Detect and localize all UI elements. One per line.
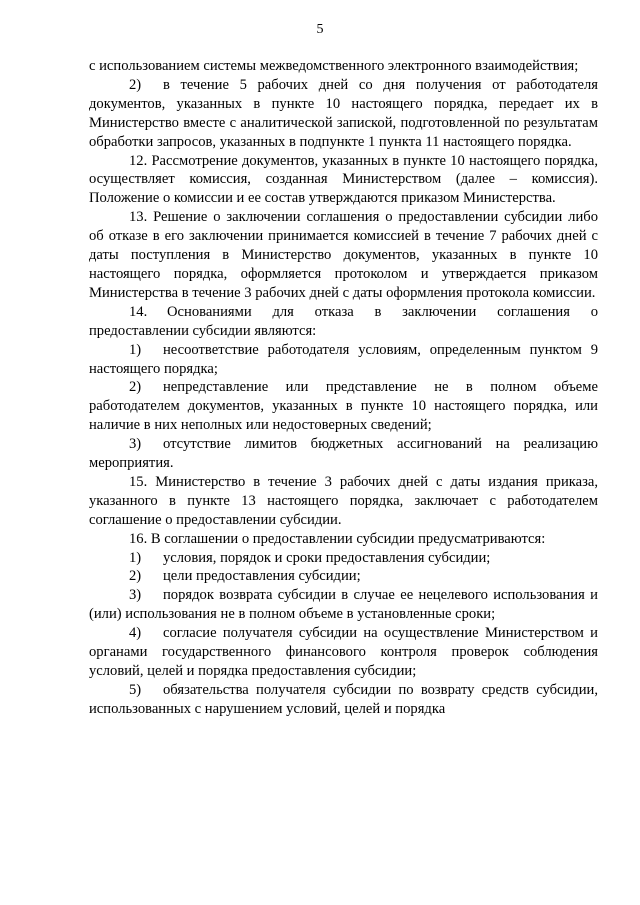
page-number: 5 [316,22,324,37]
paragraph-number: 1) [129,549,142,566]
paragraph [89,435,598,473]
paragraph-text: порядок возврата субсидии в случае ее нецелевого использования и (или) использования не в полном объеме в установленные сроки; [89,587,598,623]
paragraph-number: 1) [129,341,142,358]
paragraph-text: обязательства получателя субсидии по возврату средств субсидии, использованных с нарушением условий, целей и порядка [89,681,598,717]
paragraph [89,586,598,624]
paragraph [89,76,598,152]
paragraph-number: 3) [129,436,142,453]
paragraph-text: условия, порядок и сроки предоставления субсидии; [163,549,491,566]
paragraph-number: 2) [129,76,142,93]
paragraph-number: 2) [129,568,142,585]
paragraph-number: 4) [129,625,142,642]
paragraph-number: 14. [129,303,148,320]
paragraph [89,624,598,681]
document-body [89,57,598,719]
paragraph [89,341,598,379]
paragraph [89,567,598,586]
paragraph [89,208,598,303]
paragraph [89,530,598,549]
paragraph [89,152,598,209]
paragraph-text: цели предоставления субсидии; [163,568,361,585]
paragraph-number: 2) [129,379,142,396]
paragraph-text: 16. В соглашении о предоставлении субсидии предусматриваются: [129,530,546,547]
paragraph-text: в течение 5 рабочих дней со дня получения от работодателя документов, указанных в пункте 10 настоящего порядка, передает их в Министерство вместе с аналитической запиской, подготовленной по результатам обработки запросов, указанных в подпункте 1 пункта 11 настоящего порядка. [89,76,598,150]
paragraph-text: 12. Рассмотрение документов, указанных в пункте 10 настоящего порядка, осуществляет комиссия, созданная Министерством (далее – комиссия). Положение о комиссии и ее состав утверждаются приказом Министерства. [89,152,598,207]
paragraph-text: согласие получателя субсидии на осуществление Министерством и органами государственного финансового контроля проверок соблюдения условий, целей и порядка предоставления субсидии; [89,625,598,679]
paragraph [89,549,598,568]
paragraph-number: 5) [129,681,142,698]
paragraph-text: отсутствие лимитов бюджетных ассигнований на реализацию мероприятия. [89,436,598,472]
paragraph [89,57,598,76]
paragraph-text: Основаниями для отказа в заключении соглашения о предоставлении субсидии являются: [89,303,598,339]
paragraph-text: 13. Решение о заключении соглашения о предоставлении субсидии либо об отказе в его заключении принимается комиссией в течение 7 рабочих дней с даты поступления в Министерство документов, указанных в пункте 10 настоящего порядка, оформляется протоколом и утверждается приказом Министерства в течение 3 рабочих дней с даты оформления протокола комиссии. [89,209,598,301]
paragraph [89,473,598,530]
paragraph-number: 3) [129,587,142,604]
paragraph [89,378,598,435]
paragraph [89,681,598,719]
paragraph-text: 15. Министерство в течение 3 рабочих дней с даты издания приказа, указанного в пункте 13 настоящего порядка, заключает с работодателем соглашение о предоставлении субсидии. [89,473,598,528]
paragraph-text: непредставление или представление не в полном объеме работодателем документов, указанных в пункте 10 настоящего порядка, или наличие в них неполных или недостоверных сведений; [89,379,598,434]
paragraph [89,303,598,341]
paragraph-text: несоответствие работодателя условиям, определенным пунктом 9 настоящего порядка; [89,341,598,377]
paragraph-text: с использованием системы межведомственного электронного взаимодействия; [89,58,579,74]
